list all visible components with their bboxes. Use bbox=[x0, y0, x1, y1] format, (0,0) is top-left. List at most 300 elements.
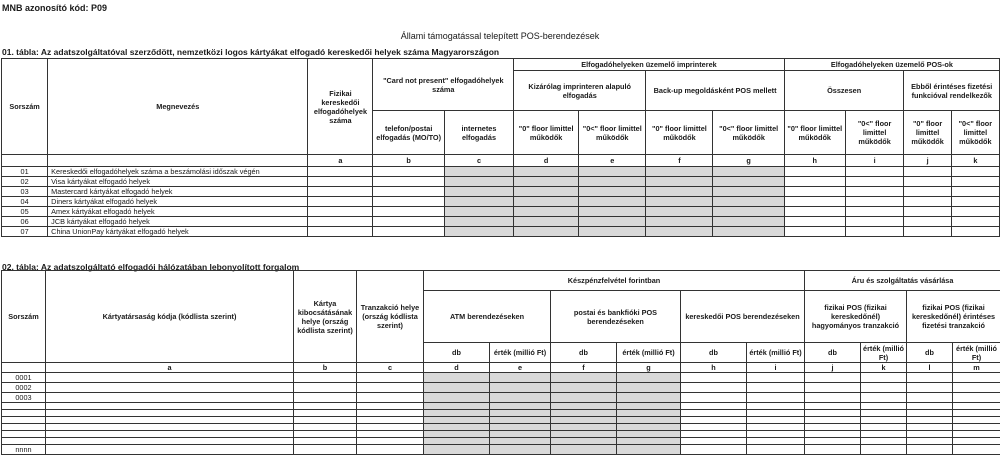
t2-cell-input[interactable] bbox=[357, 403, 424, 410]
t2-letter: i bbox=[747, 363, 805, 373]
t2-cell-disabled bbox=[490, 445, 551, 455]
t2-cell-input[interactable] bbox=[357, 424, 424, 431]
t2-cell-input[interactable] bbox=[953, 445, 1000, 455]
t1-cell-input[interactable] bbox=[951, 227, 999, 237]
t1-letter: f bbox=[646, 155, 713, 167]
t2-cell-input[interactable] bbox=[907, 424, 953, 431]
t2-cell-disabled bbox=[424, 438, 490, 445]
t2-cell-disabled bbox=[490, 417, 551, 424]
t2-cell-input[interactable] bbox=[46, 383, 294, 393]
t1-cell-input[interactable] bbox=[784, 177, 845, 187]
t2-cell-input[interactable] bbox=[953, 403, 1000, 410]
t2-letter: h bbox=[681, 363, 747, 373]
t2-cell-disabled bbox=[424, 373, 490, 383]
t1-cell-disabled bbox=[514, 217, 579, 227]
t2-cell-disabled bbox=[617, 438, 681, 445]
t1-row-label: JCB kártyákat elfogadó helyek bbox=[48, 217, 308, 227]
t2-header-f: db bbox=[551, 343, 617, 363]
t1-cell-disabled bbox=[514, 177, 579, 187]
t2-cell-disabled bbox=[551, 424, 617, 431]
t2-data-row bbox=[2, 445, 1000, 455]
t2-cell-input[interactable] bbox=[357, 438, 424, 445]
t2-cell-input[interactable] bbox=[805, 431, 861, 438]
t2-header-kibocsatas: Kártya kibocsátásának helye (ország kódlista szerint) bbox=[294, 271, 357, 363]
t2-header-fizikai-erinteses: fizikai POS (fizikai kereskedőnél) érintéses fizetési tranzakció bbox=[907, 291, 1000, 343]
table1 bbox=[1, 58, 1000, 237]
t1-cell-disabled bbox=[646, 177, 713, 187]
t1-cell-input[interactable] bbox=[904, 167, 951, 177]
t2-cell-input[interactable] bbox=[294, 417, 357, 424]
t1-row-number: 04 bbox=[2, 197, 48, 207]
t1-cell-input[interactable] bbox=[784, 167, 845, 177]
t2-cell-disabled bbox=[490, 431, 551, 438]
t2-row-number bbox=[2, 403, 46, 410]
t1-cell-disabled bbox=[646, 187, 713, 197]
t2-cell-input[interactable] bbox=[861, 393, 907, 403]
t2-cell-disabled bbox=[424, 417, 490, 424]
t1-row-number: 05 bbox=[2, 207, 48, 217]
t2-cell-disabled bbox=[551, 393, 617, 403]
table2 bbox=[1, 270, 1000, 455]
t2-cell-input[interactable] bbox=[805, 445, 861, 455]
t1-cell-input[interactable] bbox=[845, 177, 904, 187]
t2-data-row bbox=[2, 383, 1000, 393]
t2-letter: b bbox=[294, 363, 357, 373]
t2-cell-input[interactable] bbox=[747, 403, 805, 410]
t2-cell-input[interactable] bbox=[861, 438, 907, 445]
t1-cell-input[interactable] bbox=[784, 187, 845, 197]
t2-cell-input[interactable] bbox=[681, 445, 747, 455]
t1-cell-disabled bbox=[646, 227, 713, 237]
t1-cell-input[interactable] bbox=[373, 217, 444, 227]
t2-cell-input[interactable] bbox=[681, 373, 747, 383]
t2-cell-input[interactable] bbox=[681, 403, 747, 410]
t2-cell-input[interactable] bbox=[681, 424, 747, 431]
t2-data-row bbox=[2, 373, 1000, 383]
t2-cell-disabled bbox=[551, 403, 617, 410]
t2-cell-input[interactable] bbox=[681, 438, 747, 445]
t1-cell-input[interactable] bbox=[308, 177, 373, 187]
t1-cell-input[interactable] bbox=[373, 177, 444, 187]
t1-cell-input[interactable] bbox=[951, 197, 999, 207]
t1-header-megnevezes: Megnevezés bbox=[48, 59, 308, 155]
t2-cell-input[interactable] bbox=[953, 424, 1000, 431]
t2-header-aru: Áru és szolgáltatás vásárlása bbox=[805, 271, 1000, 291]
t1-letter: j bbox=[904, 155, 951, 167]
t1-row-label: Diners kártyákat elfogadó helyek bbox=[48, 197, 308, 207]
t1-header-osszesen: Összesen bbox=[784, 71, 904, 111]
t2-cell-input[interactable] bbox=[953, 438, 1000, 445]
t2-cell-disabled bbox=[617, 431, 681, 438]
t1-cell-input[interactable] bbox=[308, 217, 373, 227]
table2-caption: 02. tábla: Az adatszolgáltató elfogadói hálózatában lebonyolított forgalom bbox=[2, 262, 299, 272]
t1-header-imprinter: Elfogadóhelyeken üzemelő imprinterek bbox=[514, 59, 785, 71]
t2-cell-input[interactable] bbox=[953, 373, 1000, 383]
t2-header-kereskedoi: kereskedői POS berendezéseken bbox=[681, 291, 805, 343]
t1-cell-input[interactable] bbox=[308, 167, 373, 177]
t1-row-label: Amex kártyákat elfogadó helyek bbox=[48, 207, 308, 217]
t1-cell-disabled bbox=[514, 207, 579, 217]
t1-cell-input[interactable] bbox=[904, 207, 951, 217]
t2-row-number: 0001 bbox=[2, 373, 46, 383]
t2-letter: f bbox=[551, 363, 617, 373]
t2-cell-input[interactable] bbox=[861, 445, 907, 455]
t2-header-k: érték (millió Ft) bbox=[861, 343, 907, 363]
t2-data-row bbox=[2, 438, 1000, 445]
t1-cell-input[interactable] bbox=[373, 197, 444, 207]
t1-data-row bbox=[2, 217, 1000, 227]
t2-cell-input[interactable] bbox=[747, 445, 805, 455]
t2-cell-input[interactable] bbox=[681, 410, 747, 417]
t2-cell-input[interactable] bbox=[747, 383, 805, 393]
t2-header-m: érték (millió Ft) bbox=[953, 343, 1000, 363]
t1-cell-disabled bbox=[646, 207, 713, 217]
t2-cell-input[interactable] bbox=[294, 403, 357, 410]
t2-cell-disabled bbox=[424, 383, 490, 393]
t2-cell-input[interactable] bbox=[294, 383, 357, 393]
t1-cell-disabled bbox=[646, 197, 713, 207]
t1-cell-disabled bbox=[579, 177, 646, 187]
t2-cell-input[interactable] bbox=[861, 373, 907, 383]
t2-cell-input[interactable] bbox=[357, 373, 424, 383]
t2-letter-blank bbox=[2, 363, 46, 373]
t2-cell-disabled bbox=[617, 445, 681, 455]
t2-header-e: érték (millió Ft) bbox=[490, 343, 551, 363]
t2-cell-input[interactable] bbox=[294, 393, 357, 403]
t2-row-number: nnnn bbox=[2, 445, 46, 455]
t2-cell-input[interactable] bbox=[907, 445, 953, 455]
t1-header-fizikai: Fizikai kereskedői elfogadóhelyek száma bbox=[308, 59, 373, 155]
t1-letter: k bbox=[951, 155, 999, 167]
t1-cell-input[interactable] bbox=[845, 227, 904, 237]
t1-cell-input[interactable] bbox=[951, 187, 999, 197]
t2-data-row bbox=[2, 410, 1000, 417]
t1-data-row bbox=[2, 227, 1000, 237]
t2-cell-input[interactable] bbox=[861, 417, 907, 424]
t2-row-number bbox=[2, 410, 46, 417]
t1-cell-disabled bbox=[444, 197, 513, 207]
t2-cell-input[interactable] bbox=[805, 383, 861, 393]
t1-cell-disabled bbox=[579, 197, 646, 207]
t1-cell-input[interactable] bbox=[845, 207, 904, 217]
t2-cell-input[interactable] bbox=[907, 393, 953, 403]
t2-row-number: 0003 bbox=[2, 393, 46, 403]
t2-cell-disabled bbox=[424, 410, 490, 417]
t2-header-tranzakcio: Tranzakció helye (ország kódlista szerint) bbox=[357, 271, 424, 363]
t2-cell-input[interactable] bbox=[805, 393, 861, 403]
t2-cell-input[interactable] bbox=[294, 424, 357, 431]
t2-cell-input[interactable] bbox=[953, 383, 1000, 393]
t2-header-keszpenz: Készpénzfelvétel forintban bbox=[424, 271, 805, 291]
t1-data-row bbox=[2, 197, 1000, 207]
t2-cell-input[interactable] bbox=[357, 393, 424, 403]
t1-cell-disabled bbox=[444, 217, 513, 227]
t1-row-label: Kereskedői elfogadóhelyek száma a beszámolási időszak végén bbox=[48, 167, 308, 177]
t1-letter: a bbox=[308, 155, 373, 167]
t1-row-number: 03 bbox=[2, 187, 48, 197]
t2-cell-input[interactable] bbox=[294, 431, 357, 438]
t1-cell-input[interactable] bbox=[951, 207, 999, 217]
t2-cell-disabled bbox=[424, 424, 490, 431]
t1-cell-input[interactable] bbox=[784, 217, 845, 227]
t2-cell-input[interactable] bbox=[747, 417, 805, 424]
t1-cell-input[interactable] bbox=[373, 207, 444, 217]
t2-cell-disabled bbox=[424, 393, 490, 403]
t2-cell-disabled bbox=[551, 431, 617, 438]
t2-cell-input[interactable] bbox=[805, 403, 861, 410]
t1-letter-blank bbox=[2, 155, 48, 167]
t1-cell-disabled bbox=[713, 177, 784, 187]
t1-cell-input[interactable] bbox=[951, 217, 999, 227]
t2-cell-input[interactable] bbox=[861, 431, 907, 438]
t1-cell-disabled bbox=[579, 207, 646, 217]
t1-row-number: 06 bbox=[2, 217, 48, 227]
t2-cell-input[interactable] bbox=[805, 373, 861, 383]
t1-data-row bbox=[2, 177, 1000, 187]
t1-cell-disabled bbox=[579, 227, 646, 237]
t2-cell-input[interactable] bbox=[907, 403, 953, 410]
t1-cell-input[interactable] bbox=[951, 167, 999, 177]
t2-cell-input[interactable] bbox=[46, 373, 294, 383]
t2-cell-disabled bbox=[551, 383, 617, 393]
t1-cell-input[interactable] bbox=[951, 177, 999, 187]
t1-cell-disabled bbox=[579, 187, 646, 197]
t2-data-row bbox=[2, 393, 1000, 403]
t1-header-kizarolag: Kizárólag imprinteren alapuló elfogadás bbox=[514, 71, 646, 111]
t1-cell-disabled bbox=[646, 217, 713, 227]
t2-cell-input[interactable] bbox=[747, 431, 805, 438]
t2-cell-disabled bbox=[490, 410, 551, 417]
t2-cell-input[interactable] bbox=[294, 373, 357, 383]
t1-cell-disabled bbox=[514, 197, 579, 207]
t1-cell-input[interactable] bbox=[845, 197, 904, 207]
t1-cell-disabled bbox=[514, 227, 579, 237]
t1-letter: e bbox=[579, 155, 646, 167]
t1-cell-disabled bbox=[444, 177, 513, 187]
t1-cell-input[interactable] bbox=[845, 187, 904, 197]
t2-cell-disabled bbox=[551, 410, 617, 417]
t1-letter: h bbox=[784, 155, 845, 167]
t2-cell-input[interactable] bbox=[46, 393, 294, 403]
t2-cell-input[interactable] bbox=[907, 417, 953, 424]
t1-cell-input[interactable] bbox=[904, 197, 951, 207]
t1-cell-input[interactable] bbox=[373, 187, 444, 197]
t2-cell-disabled bbox=[424, 445, 490, 455]
t2-cell-disabled bbox=[490, 393, 551, 403]
t1-data-row bbox=[2, 187, 1000, 197]
t2-row-number bbox=[2, 438, 46, 445]
t1-cell-input[interactable] bbox=[308, 187, 373, 197]
t1-row-number: 02 bbox=[2, 177, 48, 187]
t2-letter: j bbox=[805, 363, 861, 373]
t2-cell-input[interactable] bbox=[681, 383, 747, 393]
t2-cell-input[interactable] bbox=[805, 417, 861, 424]
t1-cell-input[interactable] bbox=[784, 227, 845, 237]
t1-header-internetes: internetes elfogadás bbox=[444, 111, 513, 155]
page-title: Állami támogatással telepített POS-berendezések bbox=[0, 31, 1000, 41]
t1-header-telefon: telefon/postai elfogadás (MO/TO) bbox=[373, 111, 444, 155]
t2-row-number bbox=[2, 424, 46, 431]
t1-header-g: "0<" floor limittel működők bbox=[713, 111, 784, 155]
t1-header-cnp: "Card not present" elfogadóhelyek száma bbox=[373, 59, 514, 111]
t2-cell-disabled bbox=[617, 424, 681, 431]
t2-data-row bbox=[2, 424, 1000, 431]
t2-cell-disabled bbox=[617, 403, 681, 410]
t1-cell-disabled bbox=[444, 227, 513, 237]
t2-header-fizikai-hagyomanyos: fizikai POS (fizikai kereskedőnél) hagyományos tranzakció bbox=[805, 291, 907, 343]
t2-header-d: db bbox=[424, 343, 490, 363]
t2-cell-input[interactable] bbox=[907, 373, 953, 383]
t2-cell-input[interactable] bbox=[953, 431, 1000, 438]
t1-header-f: "0" floor limittel működők bbox=[646, 111, 713, 155]
t2-cell-input[interactable] bbox=[861, 383, 907, 393]
t2-cell-disabled bbox=[617, 393, 681, 403]
t1-cell-input[interactable] bbox=[308, 197, 373, 207]
t2-cell-disabled bbox=[490, 438, 551, 445]
t2-cell-input[interactable] bbox=[681, 417, 747, 424]
t1-cell-input[interactable] bbox=[373, 167, 444, 177]
t1-data-row bbox=[2, 167, 1000, 177]
t2-cell-input[interactable] bbox=[357, 410, 424, 417]
t1-header-j: "0" floor limittel működők bbox=[904, 111, 951, 155]
t1-cell-input[interactable] bbox=[904, 217, 951, 227]
t1-cell-disabled bbox=[713, 197, 784, 207]
t2-letter: c bbox=[357, 363, 424, 373]
t1-cell-disabled bbox=[444, 207, 513, 217]
t1-cell-disabled bbox=[514, 167, 579, 177]
t2-cell-input[interactable] bbox=[357, 417, 424, 424]
t2-cell-input[interactable] bbox=[747, 438, 805, 445]
t2-header-h: db bbox=[681, 343, 747, 363]
t2-header-kartyatarsasag: Kártyatársaság kódja (kódlista szerint) bbox=[46, 271, 294, 363]
t2-cell-input[interactable] bbox=[805, 424, 861, 431]
t1-header-i: "0<" floor limittel működők bbox=[845, 111, 904, 155]
t1-cell-input[interactable] bbox=[308, 227, 373, 237]
t1-cell-disabled bbox=[713, 227, 784, 237]
t2-cell-input[interactable] bbox=[861, 403, 907, 410]
t1-data-row bbox=[2, 207, 1000, 217]
t2-header-g: érték (millió Ft) bbox=[617, 343, 681, 363]
t1-header-h: "0" floor limittel működők bbox=[784, 111, 845, 155]
t1-letter: i bbox=[845, 155, 904, 167]
t2-cell-disabled bbox=[617, 373, 681, 383]
t1-header-d: "0" floor limittel működők bbox=[514, 111, 579, 155]
t2-cell-input[interactable] bbox=[953, 417, 1000, 424]
t2-cell-input[interactable] bbox=[681, 393, 747, 403]
t1-cell-disabled bbox=[444, 187, 513, 197]
t2-header-i: érték (millió Ft) bbox=[747, 343, 805, 363]
t1-cell-input[interactable] bbox=[784, 197, 845, 207]
t2-letter: m bbox=[953, 363, 1000, 373]
t2-cell-input[interactable] bbox=[953, 410, 1000, 417]
t1-cell-disabled bbox=[646, 167, 713, 177]
t2-header-sorszam: Sorszám bbox=[2, 271, 46, 363]
t2-cell-input[interactable] bbox=[747, 373, 805, 383]
t2-cell-input[interactable] bbox=[294, 438, 357, 445]
t1-cell-input[interactable] bbox=[784, 207, 845, 217]
t2-cell-input[interactable] bbox=[747, 393, 805, 403]
t1-letter-blank bbox=[48, 155, 308, 167]
t1-letter: d bbox=[514, 155, 579, 167]
t2-cell-input[interactable] bbox=[357, 445, 424, 455]
t2-letter: a bbox=[46, 363, 294, 373]
t2-cell-input[interactable] bbox=[747, 410, 805, 417]
t1-cell-disabled bbox=[713, 207, 784, 217]
t2-cell-input[interactable] bbox=[46, 445, 294, 455]
t1-cell-input[interactable] bbox=[904, 187, 951, 197]
t2-cell-input[interactable] bbox=[294, 445, 357, 455]
form-code-label: MNB azonosító kód: P09 bbox=[2, 3, 107, 13]
t1-row-label: Mastercard kártyákat elfogadó helyek bbox=[48, 187, 308, 197]
t1-cell-input[interactable] bbox=[904, 177, 951, 187]
t2-cell-input[interactable] bbox=[907, 438, 953, 445]
t1-cell-input[interactable] bbox=[845, 217, 904, 227]
t2-header-j: db bbox=[805, 343, 861, 363]
t2-cell-input[interactable] bbox=[861, 410, 907, 417]
t2-row-number bbox=[2, 431, 46, 438]
t2-header-atm: ATM berendezéseken bbox=[424, 291, 551, 343]
t1-letter: g bbox=[713, 155, 784, 167]
t2-cell-input[interactable] bbox=[681, 431, 747, 438]
t2-cell-input[interactable] bbox=[357, 431, 424, 438]
t1-cell-input[interactable] bbox=[845, 167, 904, 177]
t2-header-l: db bbox=[907, 343, 953, 363]
t2-cell-input[interactable] bbox=[46, 431, 294, 438]
t2-data-row bbox=[2, 431, 1000, 438]
t2-cell-disabled bbox=[490, 383, 551, 393]
t2-cell-input[interactable] bbox=[46, 424, 294, 431]
t2-cell-disabled bbox=[551, 417, 617, 424]
t2-row-number bbox=[2, 417, 46, 424]
t1-cell-disabled bbox=[713, 167, 784, 177]
t1-cell-disabled bbox=[579, 217, 646, 227]
t2-cell-input[interactable] bbox=[953, 393, 1000, 403]
t1-cell-disabled bbox=[444, 167, 513, 177]
t1-cell-disabled bbox=[713, 217, 784, 227]
t2-cell-input[interactable] bbox=[907, 383, 953, 393]
t1-letter: c bbox=[444, 155, 513, 167]
t2-cell-input[interactable] bbox=[46, 403, 294, 410]
t2-letter: g bbox=[617, 363, 681, 373]
table1-caption: 01. tábla: Az adatszolgáltatóval szerződött, nemzetközi logos kártyákat elfogadó kereskedői helyek száma Magyarországon bbox=[2, 47, 499, 57]
t2-cell-input[interactable] bbox=[46, 417, 294, 424]
t2-cell-disabled bbox=[551, 373, 617, 383]
t1-letter: b bbox=[373, 155, 444, 167]
t2-cell-input[interactable] bbox=[805, 410, 861, 417]
t1-cell-disabled bbox=[579, 167, 646, 177]
t2-cell-input[interactable] bbox=[805, 438, 861, 445]
t1-cell-input[interactable] bbox=[308, 207, 373, 217]
t2-cell-disabled bbox=[617, 410, 681, 417]
t2-cell-input[interactable] bbox=[747, 424, 805, 431]
t2-cell-disabled bbox=[551, 445, 617, 455]
t1-header-pos: Elfogadóhelyeken üzemelő POS-ok bbox=[784, 59, 999, 71]
t2-cell-disabled bbox=[490, 424, 551, 431]
t1-header-sorszam: Sorszám bbox=[2, 59, 48, 155]
t2-cell-input[interactable] bbox=[357, 383, 424, 393]
t2-cell-input[interactable] bbox=[46, 438, 294, 445]
t2-cell-input[interactable] bbox=[46, 410, 294, 417]
t2-cell-input[interactable] bbox=[907, 431, 953, 438]
t2-cell-input[interactable] bbox=[294, 410, 357, 417]
t2-cell-input[interactable] bbox=[907, 410, 953, 417]
t1-cell-input[interactable] bbox=[373, 227, 444, 237]
t1-cell-input[interactable] bbox=[904, 227, 951, 237]
t2-cell-input[interactable] bbox=[861, 424, 907, 431]
t2-data-row bbox=[2, 417, 1000, 424]
t2-data-row bbox=[2, 403, 1000, 410]
t2-letter: e bbox=[490, 363, 551, 373]
